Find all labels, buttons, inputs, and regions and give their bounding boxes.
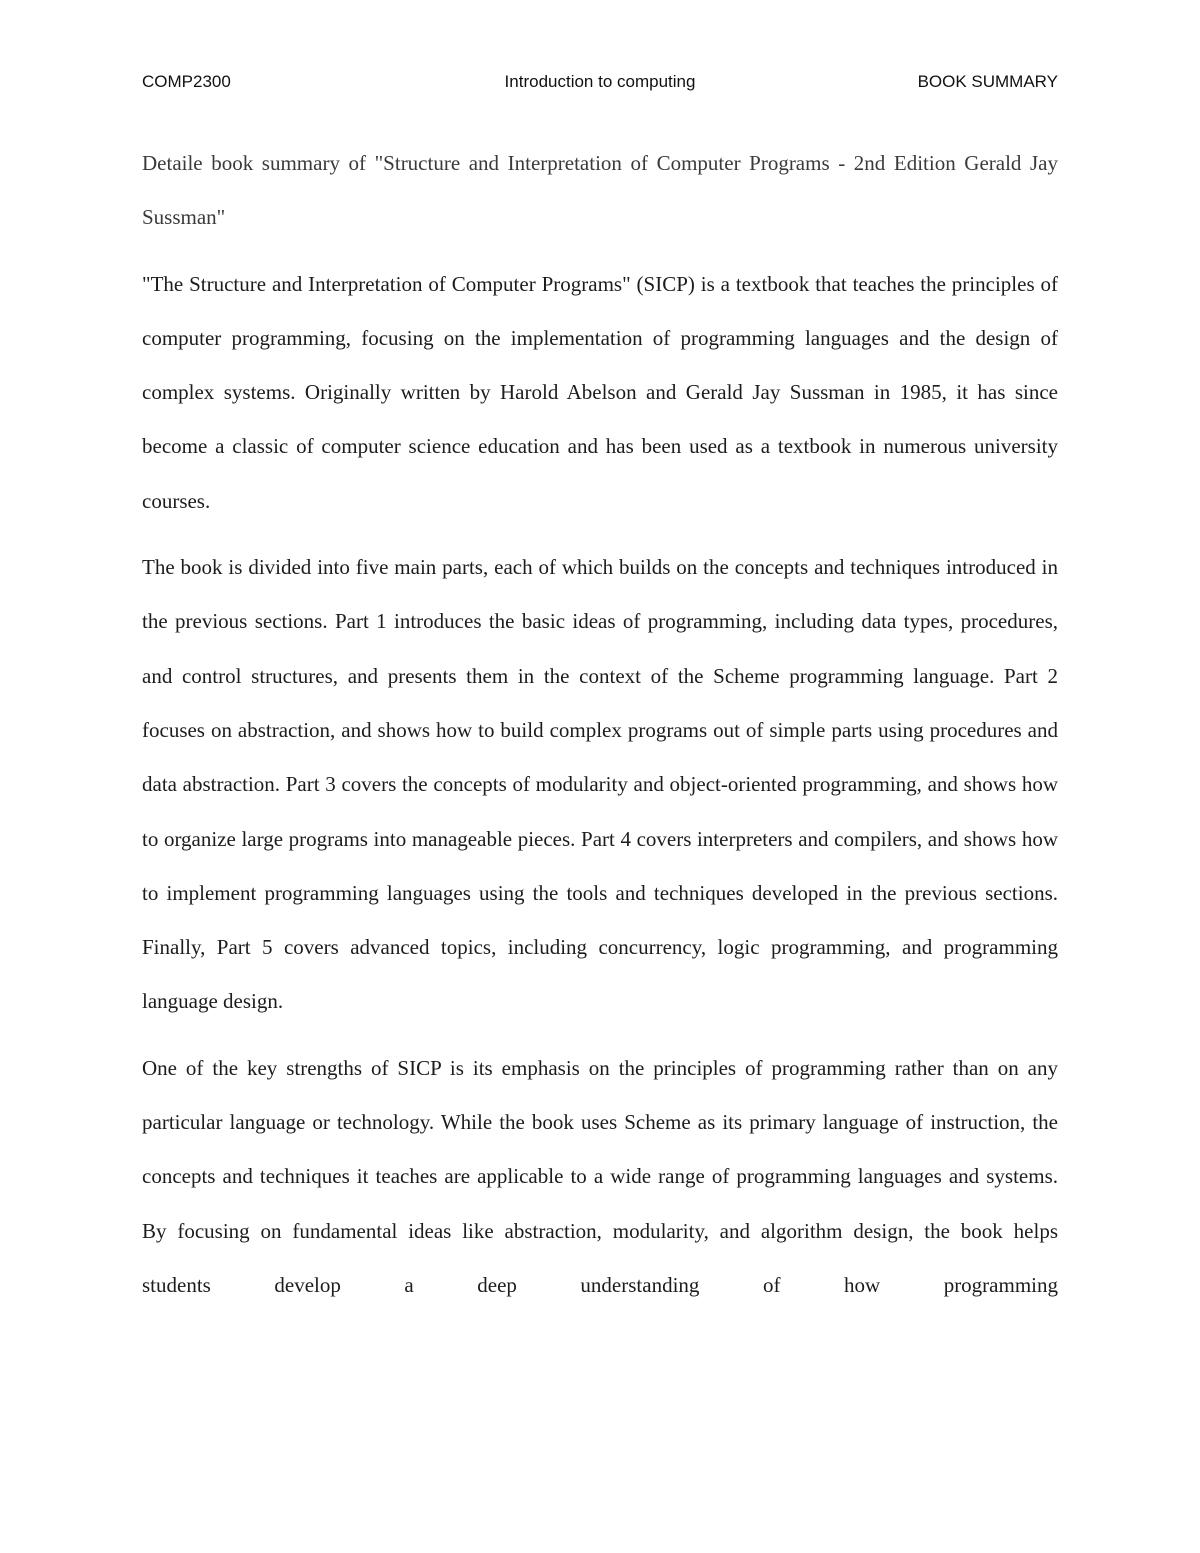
paragraph-parts: The book is divided into five main parts, each of which builds on the concepts and techniques introduced in the previous sections. Part 1 introduces the basic ideas of programming, including data types, procedures, and control structures, and presents them in the context of the Scheme programming language. Part 2 focuses on abstraction, and shows how to build complex programs out of simple parts using procedures and data abstraction. Part 3 covers the concepts of modularity and object-oriented programming, and shows how to organize large programs into manageable pieces. Part 4 covers interpreters and compilers, and shows how to implement programming languages using the tools and techniques developed in the previous sections. Finally, Part 5 covers advanced topics, including concurrency, logic programming, and programming language design. [142, 555, 1058, 1014]
document-type: BOOK SUMMARY [917, 72, 1058, 91]
document-title: Detaile book summary of "Structure and Interpretation of Computer Programs - 2nd Edition Gerald Jay Sussman" [142, 151, 1058, 230]
page-header [142, 72, 1058, 100]
paragraph-intro: "The Structure and Interpretation of Computer Programs" (SICP) is a textbook that teaches the principles of computer programming, focusing on the implementation of programming languages and the design of complex systems. Originally written by Harold Abelson and Gerald Jay Sussman in 1985, it has since become a classic of computer science education and has been used as a textbook in numerous university courses. [142, 271, 1058, 513]
paragraph-strengths: One of the key strengths of SICP is its emphasis on the principles of programming rather than on any particular language or technology. While the book uses Scheme as its primary language of instruction, the concepts and techniques it teaches are applicable to a wide range of programming languages and systems. By focusing on fundamental ideas like abstraction, modularity, and algorithm design, the book helps students develop a deep understanding of how programming [142, 1055, 1058, 1297]
course-name: Introduction to computing [504, 72, 696, 91]
course-code: COMP2300 [142, 72, 231, 91]
document-body [142, 136, 1058, 1324]
